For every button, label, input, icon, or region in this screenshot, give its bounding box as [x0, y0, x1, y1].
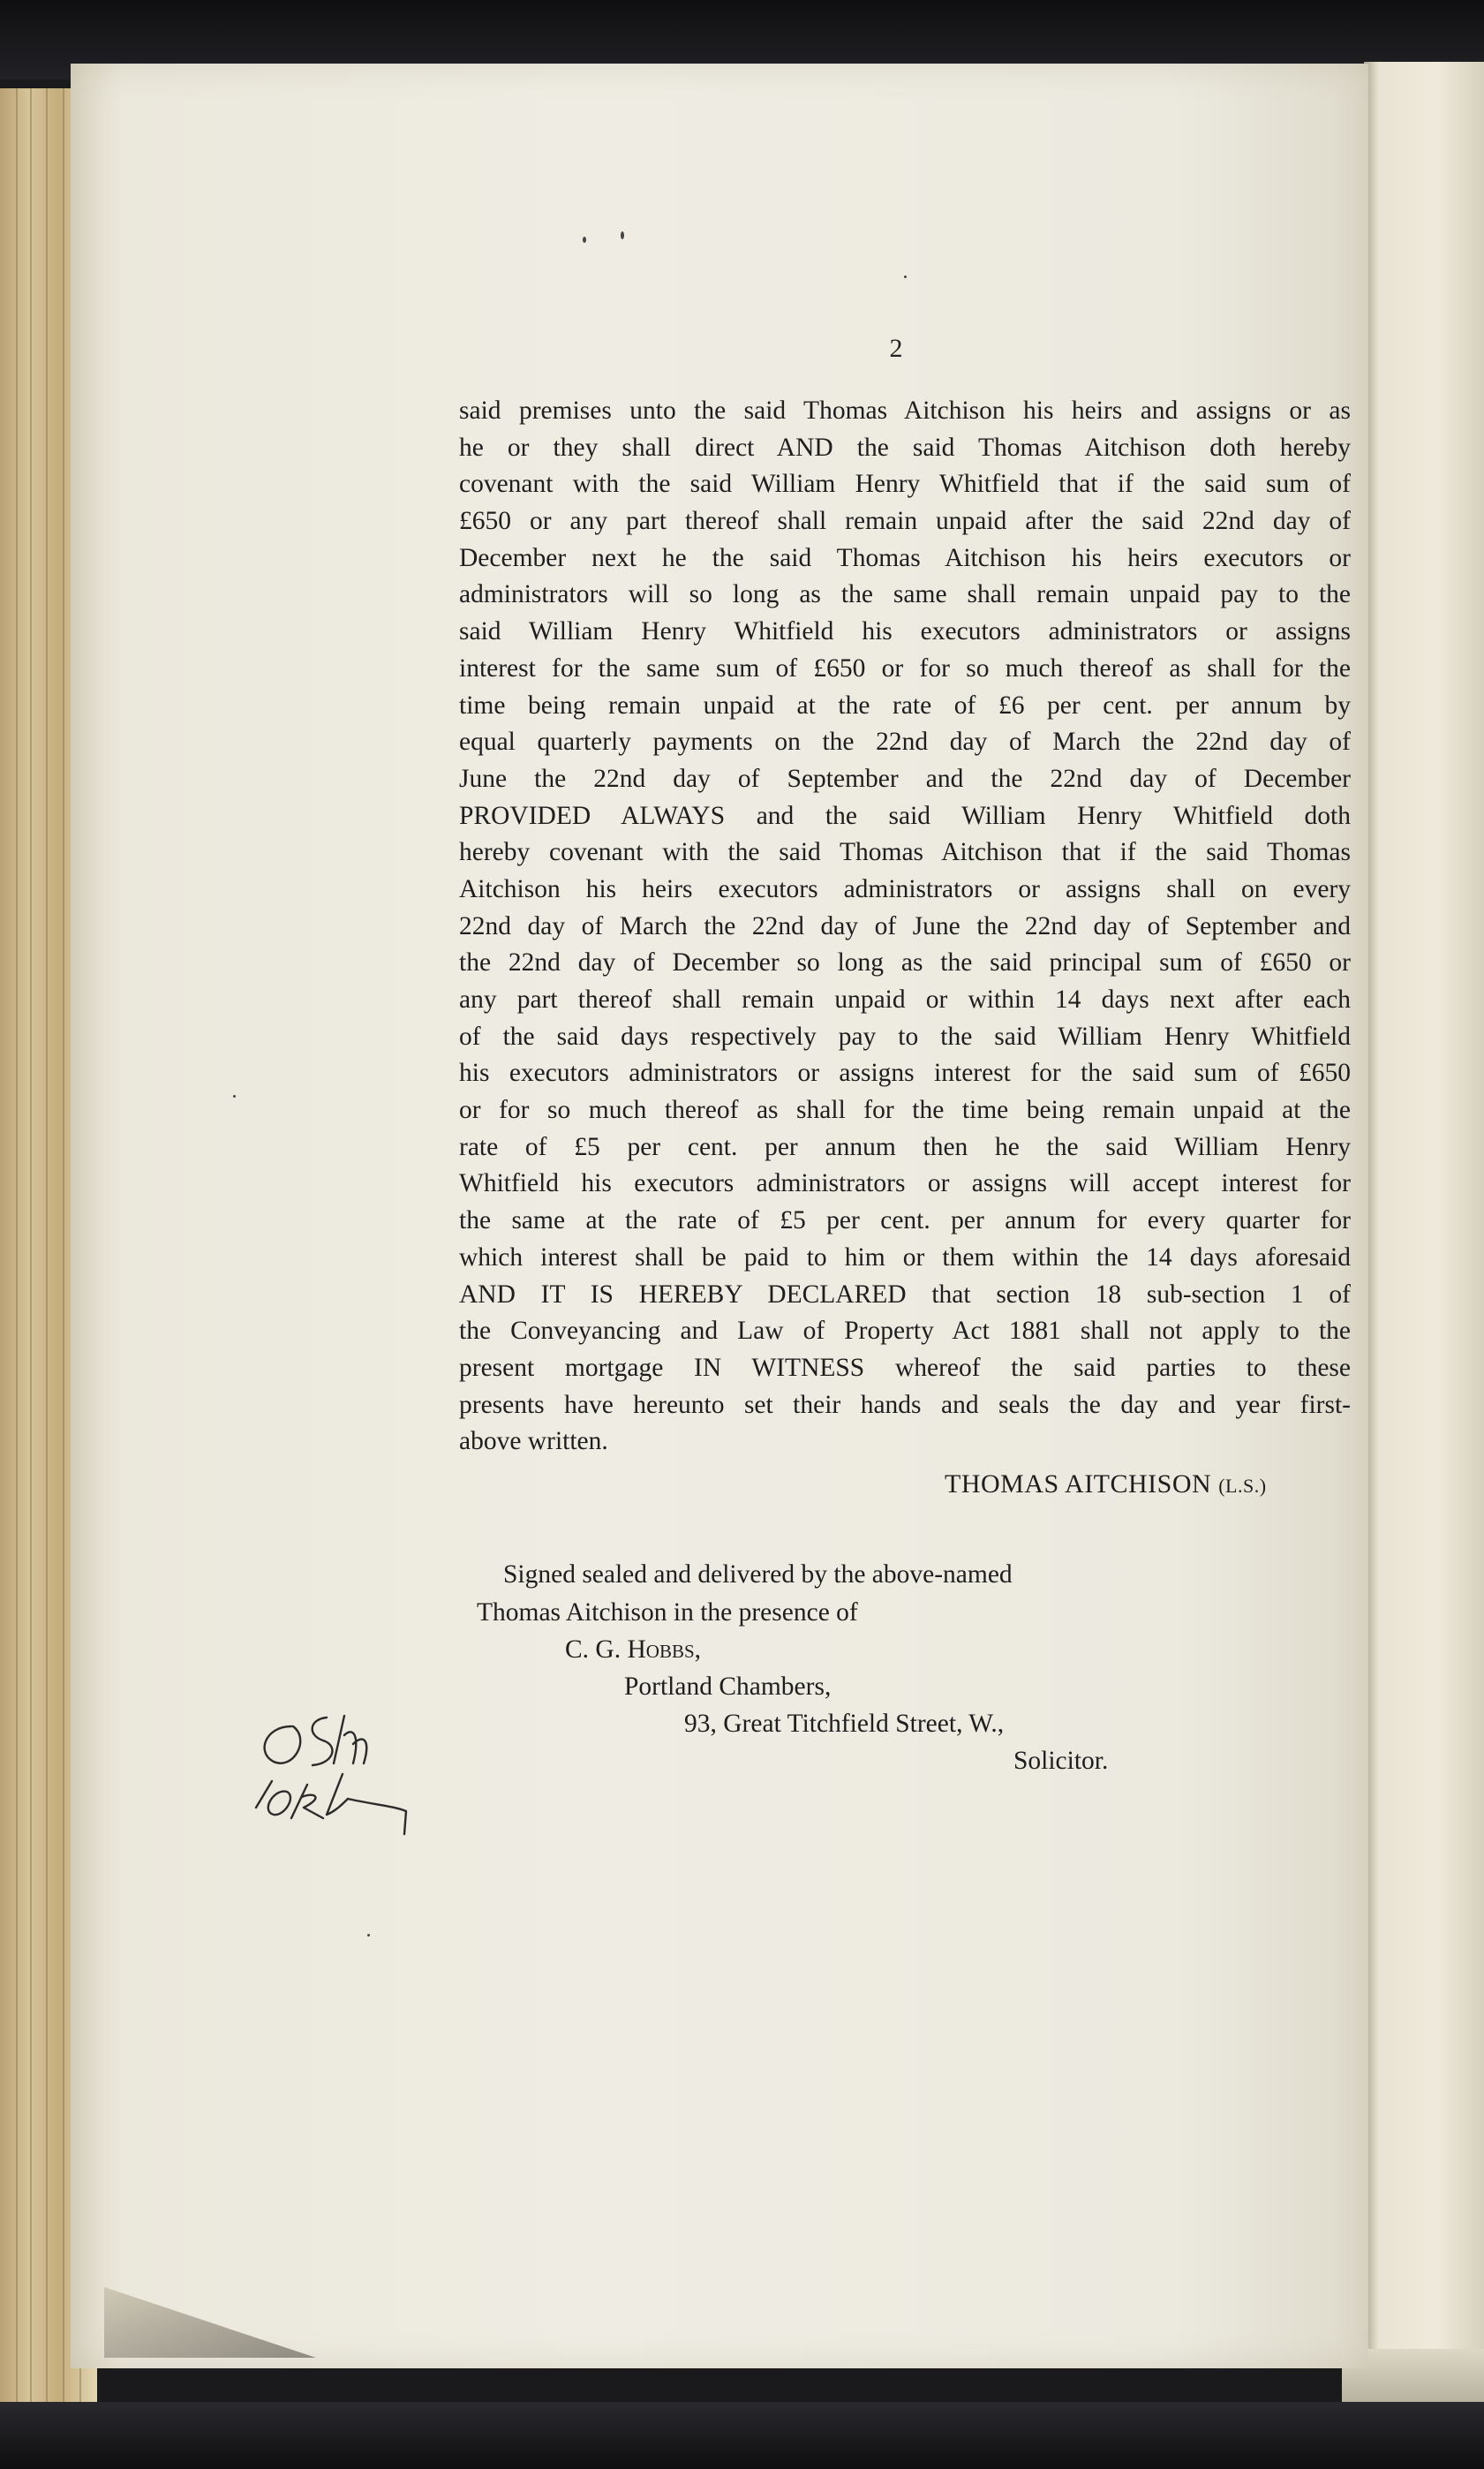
text-line: present mortgage IN WITNESS whereof the said parties to these	[459, 1353, 1351, 1382]
text-line: covenant with the said William Henry Whitfield that if the said sum of	[459, 470, 1351, 499]
text-line: he or they shall direct AND the said Thomas Aitchison doth hereby	[459, 433, 1351, 462]
next-page-edge	[1364, 62, 1484, 2384]
text-line: said premises unto the said Thomas Aitchison his heirs and assigns or as	[459, 396, 1351, 425]
paper-speck	[621, 231, 624, 239]
text-line: Aitchison his heirs executors administrators or assigns shall on every	[459, 874, 1351, 903]
text-line: which interest shall be paid to him or them within the 14 days aforesaid	[459, 1242, 1351, 1272]
deed-body-text	[459, 393, 1351, 1461]
text-line: June the 22nd day of September and the 22nd day of December	[459, 764, 1351, 793]
witness-address-2: 93, Great Titchfield Street, W.,	[684, 1710, 1005, 1738]
margin-handwriting	[238, 1700, 450, 1876]
witness-address-1: Portland Chambers,	[624, 1672, 832, 1701]
witness-title: Solicitor.	[1013, 1747, 1109, 1775]
text-line: time being remain unpaid at the rate of £6 per cent. per annum by	[459, 691, 1351, 720]
text-line: the Conveyancing and Law of Property Act 1881 shall not apply to the	[459, 1317, 1351, 1346]
paper-speck	[367, 1934, 370, 1937]
text-line: equal quarterly payments on the 22nd day of March the 22nd day of	[459, 728, 1351, 757]
seal-mark: (L.S.)	[1218, 1475, 1267, 1497]
witness-name: C. G. Hobbs,	[565, 1635, 702, 1664]
text-line: hereby covenant with the said Thomas Aitchison that if the said Thomas	[459, 838, 1351, 867]
text-line: AND IT IS HEREBY DECLARED that section 18 sub-section 1 of	[459, 1280, 1351, 1309]
page-number: 2	[889, 334, 903, 363]
text-line: Whitfield his executors administrators or assigns will accept interest for	[459, 1169, 1351, 1198]
text-line: PROVIDED ALWAYS and the said William Henry Whitfield doth	[459, 801, 1351, 830]
text-line: administrators will so long as the same shall remain unpaid pay to the	[459, 580, 1351, 609]
text-line: or for so much thereof as shall for the time being remain unpaid at the	[459, 1096, 1351, 1125]
text-line: his executors administrators or assigns interest for the said sum of £650	[459, 1059, 1351, 1088]
text-line: December next he the said Thomas Aitchison his heirs executors or	[459, 543, 1351, 572]
paper-speck	[233, 1095, 236, 1098]
signatory-name: THOMAS AITCHISON	[945, 1469, 1212, 1499]
text-line: interest for the same sum of £650 or for so much thereof as shall for the	[459, 653, 1351, 683]
paper-speck	[583, 237, 586, 243]
attestation-line-2: Thomas Aitchison in the presence of	[477, 1598, 858, 1627]
text-line: said William Henry Whitfield his executors administrators or assigns	[459, 617, 1351, 646]
text-line: £650 or any part thereof shall remain unpaid after the said 22nd day of	[459, 507, 1351, 536]
text-line: rate of £5 per cent. per annum then he the said William Henry	[459, 1132, 1351, 1161]
text-line: of the said days respectively pay to the said William Henry Whitfield	[459, 1022, 1351, 1051]
text-line: the 22nd day of December so long as the said principal sum of £650 or	[459, 948, 1351, 978]
text-line: the same at the rate of £5 per cent. per annum for every quarter for	[459, 1206, 1351, 1235]
text-line: above written.	[459, 1427, 608, 1456]
attestation-line-1: Signed sealed and delivered by the above-named	[503, 1560, 1013, 1589]
paper-speck	[904, 276, 907, 278]
text-line: any part thereof shall remain unpaid or within 14 days next after each	[459, 985, 1351, 1014]
text-line: presents have hereunto set their hands and seals the day and year first-	[459, 1390, 1351, 1419]
signatory-block	[945, 1469, 1267, 1499]
book-binding-bottom	[0, 2402, 1484, 2469]
text-line: 22nd day of March the 22nd day of June the 22nd day of September and	[459, 911, 1351, 940]
